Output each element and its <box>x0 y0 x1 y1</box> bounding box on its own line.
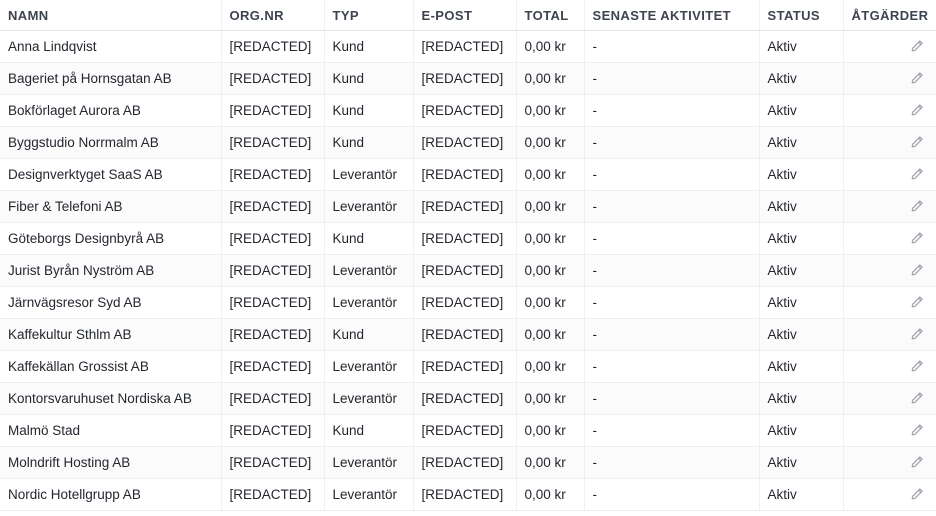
cell-org-nr: [REDACTED] <box>221 319 324 351</box>
cell-last-activity: - <box>584 159 759 191</box>
cell-total: 0,00 kr <box>516 63 584 95</box>
table-header <box>0 0 936 31</box>
cell-status: Aktiv <box>759 191 843 223</box>
cell-email: [REDACTED] <box>413 31 516 63</box>
cell-name[interactable]: Bokförlaget Aurora AB <box>0 95 221 127</box>
cell-status: Aktiv <box>759 415 843 447</box>
edit-button[interactable] <box>910 39 926 55</box>
table-body <box>0 31 936 511</box>
cell-email: [REDACTED] <box>413 255 516 287</box>
cell-actions <box>843 127 936 159</box>
cell-email: [REDACTED] <box>413 415 516 447</box>
table-row[interactable] <box>0 63 936 95</box>
cell-name[interactable]: Jurist Byrån Nyström AB <box>0 255 221 287</box>
pencil-icon <box>910 487 924 501</box>
cell-total: 0,00 kr <box>516 31 584 63</box>
column-header-actions: ÅTGÄRDER <box>843 0 936 31</box>
cell-type: Leverantör <box>324 287 413 319</box>
cell-email: [REDACTED] <box>413 159 516 191</box>
cell-org-nr: [REDACTED] <box>221 351 324 383</box>
edit-button[interactable] <box>910 263 926 279</box>
pencil-icon <box>910 423 924 437</box>
edit-button[interactable] <box>910 295 926 311</box>
cell-email: [REDACTED] <box>413 63 516 95</box>
cell-status: Aktiv <box>759 287 843 319</box>
cell-type: Leverantör <box>324 383 413 415</box>
cell-type: Kund <box>324 415 413 447</box>
cell-status: Aktiv <box>759 127 843 159</box>
cell-actions <box>843 415 936 447</box>
cell-org-nr: [REDACTED] <box>221 63 324 95</box>
cell-total: 0,00 kr <box>516 223 584 255</box>
edit-button[interactable] <box>910 231 926 247</box>
cell-status: Aktiv <box>759 159 843 191</box>
cell-name[interactable]: Fiber & Telefoni AB <box>0 191 221 223</box>
cell-type: Leverantör <box>324 255 413 287</box>
header-row <box>0 0 936 31</box>
column-header-org-nr[interactable]: ORG.NR <box>221 0 324 31</box>
cell-email: [REDACTED] <box>413 95 516 127</box>
cell-email: [REDACTED] <box>413 223 516 255</box>
cell-status: Aktiv <box>759 319 843 351</box>
cell-status: Aktiv <box>759 351 843 383</box>
cell-status: Aktiv <box>759 447 843 479</box>
cell-actions <box>843 447 936 479</box>
edit-button[interactable] <box>910 359 926 375</box>
cell-last-activity: - <box>584 63 759 95</box>
pencil-icon <box>910 391 924 405</box>
table-row[interactable] <box>0 95 936 127</box>
column-header-email[interactable]: E-POST <box>413 0 516 31</box>
table-row[interactable] <box>0 287 936 319</box>
cell-name[interactable]: Nordic Hotellgrupp AB <box>0 479 221 511</box>
cell-total: 0,00 kr <box>516 319 584 351</box>
cell-status: Aktiv <box>759 479 843 511</box>
cell-last-activity: - <box>584 447 759 479</box>
cell-actions <box>843 287 936 319</box>
cell-last-activity: - <box>584 383 759 415</box>
cell-status: Aktiv <box>759 255 843 287</box>
cell-name[interactable]: Bageriet på Hornsgatan AB <box>0 63 221 95</box>
edit-button[interactable] <box>910 103 926 119</box>
pencil-icon <box>910 295 924 309</box>
cell-type: Leverantör <box>324 479 413 511</box>
cell-name[interactable]: Molndrift Hosting AB <box>0 447 221 479</box>
cell-total: 0,00 kr <box>516 159 584 191</box>
table-row[interactable] <box>0 223 936 255</box>
cell-total: 0,00 kr <box>516 447 584 479</box>
cell-last-activity: - <box>584 479 759 511</box>
cell-last-activity: - <box>584 351 759 383</box>
cell-name[interactable]: Göteborgs Designbyrå AB <box>0 223 221 255</box>
cell-actions <box>843 191 936 223</box>
cell-type: Leverantör <box>324 191 413 223</box>
edit-button[interactable] <box>910 71 926 87</box>
cell-name[interactable]: Kaffekultur Sthlm AB <box>0 319 221 351</box>
cell-actions <box>843 223 936 255</box>
cell-name[interactable]: Järnvägsresor Syd AB <box>0 287 221 319</box>
pencil-icon <box>910 231 924 245</box>
table-row[interactable] <box>0 31 936 63</box>
cell-status: Aktiv <box>759 31 843 63</box>
column-header-total[interactable]: TOTAL <box>516 0 584 31</box>
edit-button[interactable] <box>910 327 926 343</box>
edit-button[interactable] <box>910 135 926 151</box>
cell-email: [REDACTED] <box>413 447 516 479</box>
cell-email: [REDACTED] <box>413 383 516 415</box>
cell-org-nr: [REDACTED] <box>221 159 324 191</box>
table-row[interactable] <box>0 447 936 479</box>
cell-total: 0,00 kr <box>516 191 584 223</box>
cell-email: [REDACTED] <box>413 319 516 351</box>
cell-last-activity: - <box>584 255 759 287</box>
cell-email: [REDACTED] <box>413 479 516 511</box>
table-row[interactable] <box>0 479 936 511</box>
pencil-icon <box>910 455 924 469</box>
cell-name[interactable]: Anna Lindqvist <box>0 31 221 63</box>
cell-org-nr: [REDACTED] <box>221 383 324 415</box>
cell-total: 0,00 kr <box>516 255 584 287</box>
cell-org-nr: [REDACTED] <box>221 127 324 159</box>
cell-actions <box>843 95 936 127</box>
cell-org-nr: [REDACTED] <box>221 479 324 511</box>
cell-status: Aktiv <box>759 383 843 415</box>
cell-org-nr: [REDACTED] <box>221 95 324 127</box>
cell-status: Aktiv <box>759 223 843 255</box>
cell-actions <box>843 351 936 383</box>
column-header-type[interactable]: TYP <box>324 0 413 31</box>
cell-last-activity: - <box>584 127 759 159</box>
edit-button[interactable] <box>910 199 926 215</box>
pencil-icon <box>910 199 924 213</box>
cell-email: [REDACTED] <box>413 287 516 319</box>
cell-last-activity: - <box>584 95 759 127</box>
edit-button[interactable] <box>910 167 926 183</box>
cell-org-nr: [REDACTED] <box>221 223 324 255</box>
pencil-icon <box>910 39 924 53</box>
cell-type: Leverantör <box>324 159 413 191</box>
cell-type: Kund <box>324 319 413 351</box>
cell-actions <box>843 255 936 287</box>
cell-actions <box>843 383 936 415</box>
cell-total: 0,00 kr <box>516 351 584 383</box>
cell-last-activity: - <box>584 223 759 255</box>
cell-type: Kund <box>324 31 413 63</box>
cell-last-activity: - <box>584 191 759 223</box>
cell-org-nr: [REDACTED] <box>221 415 324 447</box>
cell-actions <box>843 63 936 95</box>
table-row[interactable] <box>0 159 936 191</box>
pencil-icon <box>910 359 924 373</box>
cell-name[interactable]: Kaffekällan Grossist AB <box>0 351 221 383</box>
cell-type: Kund <box>324 95 413 127</box>
cell-org-nr: [REDACTED] <box>221 255 324 287</box>
pencil-icon <box>910 167 924 181</box>
pencil-icon <box>910 71 924 85</box>
edit-button[interactable] <box>910 423 926 439</box>
cell-total: 0,00 kr <box>516 95 584 127</box>
cell-type: Kund <box>324 223 413 255</box>
cell-status: Aktiv <box>759 63 843 95</box>
cell-type: Leverantör <box>324 447 413 479</box>
cell-org-nr: [REDACTED] <box>221 31 324 63</box>
column-header-last-activity[interactable]: SENASTE AKTIVITET <box>584 0 759 31</box>
cell-actions <box>843 479 936 511</box>
cell-actions <box>843 31 936 63</box>
cell-name[interactable]: Byggstudio Norrmalm AB <box>0 127 221 159</box>
table-row[interactable] <box>0 127 936 159</box>
cell-org-nr: [REDACTED] <box>221 447 324 479</box>
cell-org-nr: [REDACTED] <box>221 191 324 223</box>
pencil-icon <box>910 327 924 341</box>
cell-email: [REDACTED] <box>413 191 516 223</box>
cell-type: Kund <box>324 127 413 159</box>
cell-total: 0,00 kr <box>516 415 584 447</box>
column-header-name[interactable]: NAMN <box>0 0 221 31</box>
cell-name[interactable]: Malmö Stad <box>0 415 221 447</box>
table-row[interactable] <box>0 319 936 351</box>
cell-total: 0,00 kr <box>516 479 584 511</box>
cell-total: 0,00 kr <box>516 127 584 159</box>
table-row[interactable] <box>0 415 936 447</box>
edit-button[interactable] <box>910 391 926 407</box>
cell-name[interactable]: Kontorsvaruhuset Nordiska AB <box>0 383 221 415</box>
cell-total: 0,00 kr <box>516 383 584 415</box>
table-row[interactable] <box>0 351 936 383</box>
cell-org-nr: [REDACTED] <box>221 287 324 319</box>
cell-last-activity: - <box>584 319 759 351</box>
cell-last-activity: - <box>584 287 759 319</box>
cell-total: 0,00 kr <box>516 287 584 319</box>
cell-actions <box>843 319 936 351</box>
cell-last-activity: - <box>584 31 759 63</box>
table-row[interactable] <box>0 255 936 287</box>
cell-type: Leverantör <box>324 351 413 383</box>
pencil-icon <box>910 263 924 277</box>
cell-name[interactable]: Designverktyget SaaS AB <box>0 159 221 191</box>
pencil-icon <box>910 135 924 149</box>
table-row[interactable] <box>0 191 936 223</box>
table-row[interactable] <box>0 383 936 415</box>
cell-type: Kund <box>324 63 413 95</box>
edit-button[interactable] <box>910 487 926 503</box>
cell-actions <box>843 159 936 191</box>
cell-email: [REDACTED] <box>413 127 516 159</box>
cell-email: [REDACTED] <box>413 351 516 383</box>
cell-last-activity: - <box>584 415 759 447</box>
column-header-status[interactable]: STATUS <box>759 0 843 31</box>
pencil-icon <box>910 103 924 117</box>
edit-button[interactable] <box>910 455 926 471</box>
cell-status: Aktiv <box>759 95 843 127</box>
